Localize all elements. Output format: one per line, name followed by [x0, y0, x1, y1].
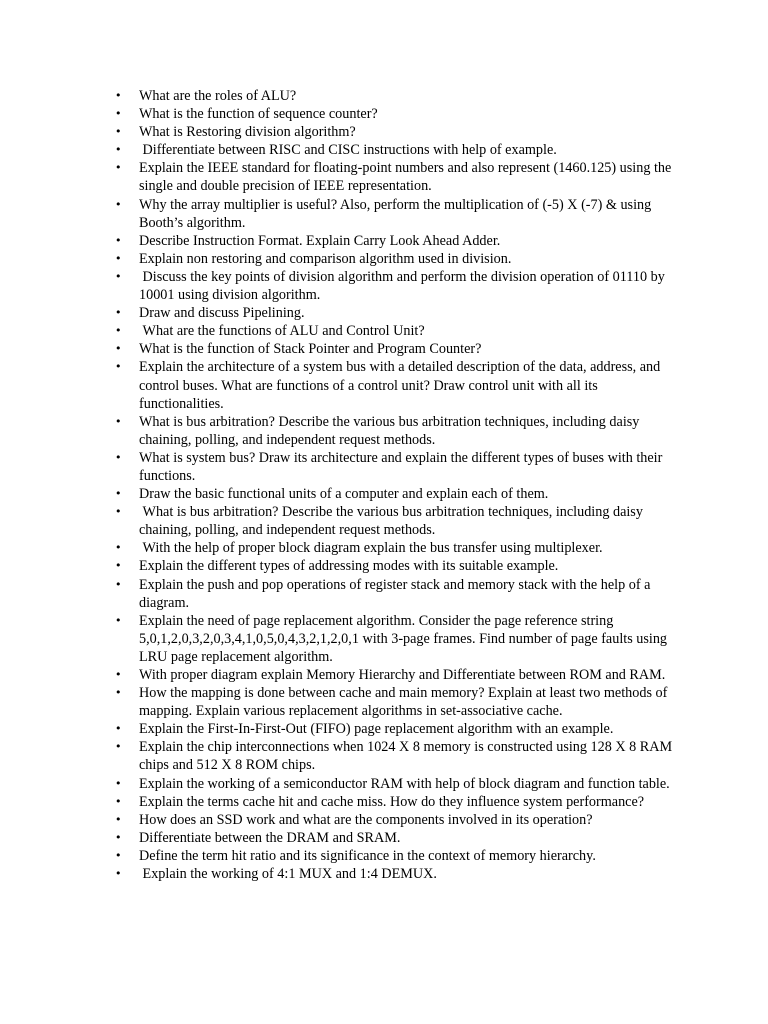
bullet-icon: • [115, 414, 122, 428]
bullet-icon: • [115, 668, 122, 681]
question-text: Why the array multiplier is useful? Also, perform the multiplication of (-5) X (-7) & using Booth’s algorithm. [139, 196, 655, 231]
list-item [114, 250, 684, 268]
list-item [114, 123, 684, 141]
bullet-icon: • [115, 251, 122, 265]
bullet-icon: • [115, 812, 122, 826]
bullet-icon: • [115, 487, 122, 501]
bullet-icon: • [115, 306, 122, 320]
question-text: With proper diagram explain Memory Hierarchy and Differentiate between ROM and RAM. [139, 667, 666, 683]
list-item [114, 775, 684, 793]
bullet-icon: • [115, 559, 122, 573]
question-text: What is bus arbitration? Describe the various bus arbitration techniques, including daisy chaining, polling, and independent request methods. [139, 504, 647, 539]
bullet-icon: • [115, 269, 122, 283]
list-item [114, 738, 684, 774]
bullet-icon: • [115, 722, 122, 736]
question-text: Explain the First-In-First-Out (FIFO) page replacement algorithm with an example. [139, 721, 614, 738]
bullet-icon: • [115, 577, 122, 591]
bullet-icon: • [115, 830, 122, 844]
bullet-icon: • [115, 686, 122, 700]
question-text: What are the functions of ALU and Control Unit? [139, 323, 425, 340]
question-text: Differentiate between RISC and CISC instructions with help of example. [139, 142, 557, 159]
bullet-icon: • [115, 161, 122, 175]
list-item [114, 449, 684, 485]
bullet-icon: • [115, 613, 122, 627]
question-text: What is Restoring division algorithm? [139, 124, 356, 141]
list-item [114, 358, 684, 412]
bullet-icon: • [115, 450, 122, 464]
list-item [114, 196, 684, 232]
list-item [114, 865, 684, 883]
list-item [114, 87, 684, 105]
question-text: Explain the need of page replacement algorithm. Consider the page reference string 5,0,1,2,0,3,2,0,3,4,1,0,5,0,4,3,2,1,2,0,1 with 3-page frames. Find number of page faults using LRU page replacement algorithm. [139, 612, 671, 665]
bullet-icon: • [115, 848, 122, 862]
question-text: What is bus arbitration? Describe the various bus arbitration techniques, including daisy chaining, polling, and independent request methods. [139, 413, 643, 448]
list-item [114, 268, 684, 304]
list-item [114, 720, 684, 738]
list-item [114, 413, 684, 449]
list-item [114, 666, 684, 684]
bullet-icon: • [115, 776, 122, 790]
question-text: Explain the architecture of a system bus with a detailed description of the data, address, and control buses. What are functions of a control unit? Draw control unit with all its functionalities. [139, 359, 664, 412]
question-list [114, 87, 684, 883]
question-text: Describe Instruction Format. Explain Carry Look Ahead Adder. [139, 232, 501, 249]
question-text: With the help of proper block diagram explain the bus transfer using multiplexer. [139, 540, 603, 557]
question-text: Draw the basic functional units of a computer and explain each of them. [139, 486, 549, 503]
bullet-icon: • [115, 794, 122, 808]
list-item [114, 793, 684, 811]
bullet-icon: • [115, 541, 122, 555]
list-item [114, 684, 684, 720]
bullet-icon: • [115, 197, 122, 211]
list-item [114, 304, 684, 322]
list-item [114, 847, 684, 865]
list-item [114, 322, 684, 340]
question-text: Explain the different types of addressing modes with its suitable example. [139, 558, 559, 575]
question-text: Explain the IEEE standard for floating-point numbers and also represent (1460.125) using the single and double precision of IEEE representation. [139, 160, 675, 195]
bullet-icon: • [115, 89, 122, 102]
list-item [114, 612, 684, 666]
question-text: Differentiate between the DRAM and SRAM. [139, 829, 401, 846]
question-text: Explain the terms cache hit and cache miss. How do they influence system performance? [139, 793, 645, 810]
bullet-icon: • [115, 107, 122, 121]
bullet-icon: • [115, 867, 122, 881]
list-item [114, 232, 684, 250]
question-text: Draw and discuss Pipelining. [139, 305, 305, 322]
bullet-icon: • [115, 505, 122, 519]
question-text: How the mapping is done between cache and main memory? Explain at least two methods of mapping. Explain various replacement algorithms in set-associative cache. [139, 685, 671, 720]
question-text: Explain the working of 4:1 MUX and 1:4 DEMUX. [139, 866, 437, 883]
list-item [114, 576, 684, 612]
bullet-icon: • [115, 125, 122, 139]
bullet-icon: • [115, 342, 122, 356]
question-text: What is the function of sequence counter? [139, 106, 378, 123]
question-text: Explain the chip interconnections when 1024 X 8 memory is constructed using 128 X 8 RAM chips and 512 X 8 ROM chips. [139, 739, 676, 774]
list-item [114, 503, 684, 539]
question-text: Explain the working of a semiconductor RAM with help of block diagram and function table. [139, 775, 670, 792]
bullet-icon: • [115, 360, 122, 374]
bullet-icon: • [115, 143, 122, 157]
bullet-icon: • [115, 740, 122, 754]
question-text: What is the function of Stack Pointer and Program Counter? [139, 341, 482, 358]
list-item [114, 141, 684, 159]
question-text: Discuss the key points of division algorithm and perform the division operation of 01110 by 10001 using division algorithm. [139, 268, 669, 304]
list-item [114, 557, 684, 575]
question-text: What are the roles of ALU? [139, 88, 297, 104]
bullet-icon: • [115, 324, 122, 338]
question-text: Explain the push and pop operations of register stack and memory stack with the help of a diagram. [139, 576, 654, 611]
list-item [114, 159, 684, 195]
question-text: Explain non restoring and comparison algorithm used in division. [139, 250, 512, 267]
list-item [114, 105, 684, 123]
list-item [114, 340, 684, 358]
list-item [114, 829, 684, 847]
list-item [114, 485, 684, 503]
list-item [114, 811, 684, 829]
question-text: Define the term hit ratio and its significance in the context of memory hierarchy. [139, 847, 596, 864]
bullet-icon: • [115, 233, 122, 247]
question-text: What is system bus? Draw its architecture and explain the different types of buses with their functions. [139, 449, 666, 484]
list-item [114, 539, 684, 557]
question-text: How does an SSD work and what are the components involved in its operation? [139, 811, 593, 828]
